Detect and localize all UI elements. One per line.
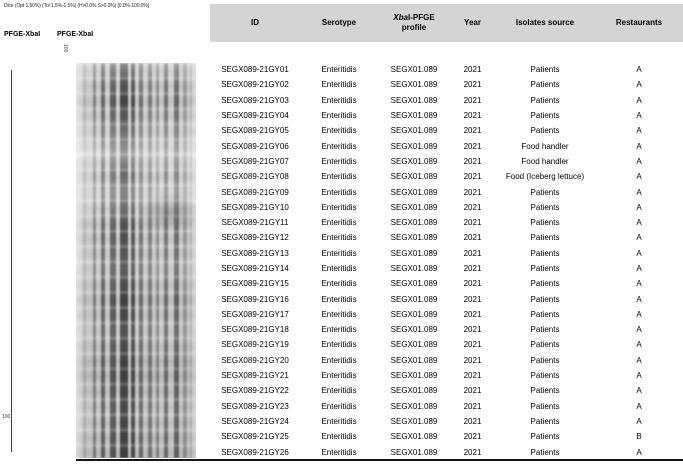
cell-profile: SEGX01.089 xyxy=(390,325,438,335)
cell-restaurants: A xyxy=(636,202,642,212)
cell-serotype: Enteritidis xyxy=(321,111,357,121)
cell-profile: SEGX01.089 xyxy=(390,432,438,442)
cell-restaurants: A xyxy=(636,279,642,289)
cluster-analysis-parameters: Dice (Opt 1.50%) (Tol 1.5%-1.5%) (H>0.0% S>0.0%) [0.0%-100.0%] xyxy=(4,3,149,9)
cell-serotype: Enteritidis xyxy=(321,416,357,426)
cell-source: Patients xyxy=(530,248,560,258)
table-row xyxy=(210,276,683,291)
cell-serotype: Enteritidis xyxy=(321,172,357,182)
cell-id: SEGX089-21GY07 xyxy=(221,156,289,166)
cell-profile: SEGX01.089 xyxy=(390,248,438,258)
cell-restaurants: A xyxy=(636,233,642,243)
cell-restaurants: A xyxy=(636,187,642,197)
cell-serotype: Enteritidis xyxy=(321,386,357,396)
table-row xyxy=(210,399,683,414)
table-row xyxy=(210,230,683,245)
header-label: Restaurants xyxy=(615,18,663,27)
table-row xyxy=(210,444,683,459)
cell-year: 2021 xyxy=(463,126,482,136)
cell-serotype: Enteritidis xyxy=(321,279,357,289)
cell-profile: SEGX01.089 xyxy=(390,279,438,289)
cell-restaurants: A xyxy=(636,325,642,335)
cell-source: Food handler xyxy=(521,141,569,151)
cell-serotype: Enteritidis xyxy=(321,264,357,273)
cell-id: SEGX089-21GY10 xyxy=(221,202,289,212)
cell-year: 2021 xyxy=(463,386,482,396)
cell-source: Patients xyxy=(530,447,560,457)
cell-restaurants: A xyxy=(636,371,642,381)
cell-restaurants: A xyxy=(636,309,642,319)
cell-profile: SEGX01.089 xyxy=(390,371,438,381)
cell-profile: SEGX01.089 xyxy=(390,80,438,90)
column-header-restaurants xyxy=(595,18,683,28)
table-row xyxy=(210,62,683,77)
table-body xyxy=(210,62,683,460)
cell-id: SEGX089-21GY24 xyxy=(221,416,289,426)
cell-year: 2021 xyxy=(463,309,482,319)
cell-id: SEGX089-21GY16 xyxy=(221,294,289,304)
cell-id: SEGX089-21GY06 xyxy=(221,141,289,151)
header-label-rest: I-PFGE xyxy=(408,13,435,22)
cell-restaurants: A xyxy=(636,355,642,365)
cell-serotype: Enteritidis xyxy=(321,401,357,411)
cell-id: SEGX089-21GY08 xyxy=(221,172,289,182)
cell-profile: SEGX01.089 xyxy=(390,65,438,75)
cell-restaurants: A xyxy=(636,340,642,350)
cell-restaurants: A xyxy=(636,248,642,258)
cell-serotype: Enteritidis xyxy=(321,141,357,151)
cell-source: Patients xyxy=(530,279,560,289)
cell-profile: SEGX01.089 xyxy=(390,233,438,243)
cell-source: Patients xyxy=(530,80,560,90)
cell-id: SEGX089-21GY15 xyxy=(221,279,289,289)
column-header-year xyxy=(450,18,495,28)
cell-restaurants: A xyxy=(636,172,642,182)
cell-profile: SEGX01.089 xyxy=(390,340,438,350)
table-row xyxy=(210,200,683,215)
cell-restaurants: A xyxy=(636,141,642,151)
cell-source: Patients xyxy=(530,218,560,228)
cell-profile: SEGX01.089 xyxy=(390,355,438,365)
cell-source: Patients xyxy=(530,187,560,197)
dendrogram-line xyxy=(11,70,12,452)
table-row xyxy=(210,77,683,92)
cell-profile: SEGX01.089 xyxy=(390,126,438,136)
gel-image xyxy=(76,63,196,458)
cell-profile: SEGX01.089 xyxy=(390,202,438,212)
cell-serotype: Enteritidis xyxy=(321,233,357,243)
table-row xyxy=(210,154,683,169)
cell-id: SEGX089-21GY22 xyxy=(221,386,289,396)
cell-year: 2021 xyxy=(463,233,482,243)
cell-id: SEGX089-21GY23 xyxy=(221,401,289,411)
header-label: Isolates source xyxy=(515,18,575,27)
cell-year: 2021 xyxy=(463,202,482,212)
cell-id: SEGX089-21GY02 xyxy=(221,80,289,90)
cell-serotype: Enteritidis xyxy=(321,447,357,457)
similarity-scale-top-label: 100 xyxy=(62,44,68,53)
table-row xyxy=(210,169,683,184)
cell-serotype: Enteritidis xyxy=(321,95,357,105)
gel-method-label: PFGE-XbaI xyxy=(57,31,94,38)
cell-serotype: Enteritidis xyxy=(321,187,357,197)
cell-id: SEGX089-21GY25 xyxy=(221,432,289,442)
cell-profile: SEGX01.089 xyxy=(390,187,438,197)
cell-serotype: Enteritidis xyxy=(321,340,357,350)
cell-source: Patients xyxy=(530,340,560,350)
header-label-line2: profile xyxy=(401,23,427,32)
cell-profile: SEGX01.089 xyxy=(390,156,438,166)
cell-profile: SEGX01.089 xyxy=(390,218,438,228)
cell-serotype: Enteritidis xyxy=(321,294,357,304)
cell-restaurants: A xyxy=(636,126,642,136)
cell-source: Food handler xyxy=(521,156,569,166)
cell-profile: SEGX01.089 xyxy=(390,447,438,457)
cell-year: 2021 xyxy=(463,264,482,273)
table-row xyxy=(210,123,683,138)
cell-profile: SEGX01.089 xyxy=(390,416,438,426)
cell-id: SEGX089-21GY04 xyxy=(221,111,289,121)
similarity-scale-bottom-label: 100 xyxy=(2,414,11,420)
cell-source: Patients xyxy=(530,355,560,365)
cell-serotype: Enteritidis xyxy=(321,156,357,166)
cell-id: SEGX089-21GY05 xyxy=(221,126,289,136)
cell-restaurants: A xyxy=(636,218,642,228)
table-row xyxy=(210,429,683,444)
table-row xyxy=(210,108,683,123)
column-header-id xyxy=(210,18,300,28)
cell-profile: SEGX01.089 xyxy=(390,111,438,121)
cell-year: 2021 xyxy=(463,447,482,457)
cell-source: Patients xyxy=(530,416,560,426)
table-row xyxy=(210,353,683,368)
cell-year: 2021 xyxy=(463,248,482,258)
table-row xyxy=(210,184,683,199)
cell-serotype: Enteritidis xyxy=(321,202,357,212)
cell-year: 2021 xyxy=(463,355,482,365)
cell-restaurants: A xyxy=(636,294,642,304)
cell-serotype: Enteritidis xyxy=(321,126,357,136)
cell-id: SEGX089-21GY01 xyxy=(221,65,289,75)
cell-id: SEGX089-21GY03 xyxy=(221,95,289,105)
table-row xyxy=(210,93,683,108)
cell-year: 2021 xyxy=(463,172,482,182)
cell-source: Patients xyxy=(530,65,560,75)
cell-year: 2021 xyxy=(463,340,482,350)
cell-profile: SEGX01.089 xyxy=(390,294,438,304)
cell-source: Patients xyxy=(530,95,560,105)
cell-serotype: Enteritidis xyxy=(321,371,357,381)
cell-source: Patients xyxy=(530,264,560,273)
cell-restaurants: A xyxy=(636,156,642,166)
cell-year: 2021 xyxy=(463,80,482,90)
cell-restaurants: A xyxy=(636,65,642,75)
cell-year: 2021 xyxy=(463,401,482,411)
cell-source: Patients xyxy=(530,111,560,121)
table-row xyxy=(210,307,683,322)
cell-profile: SEGX01.089 xyxy=(390,309,438,319)
header-label: Year xyxy=(464,18,481,27)
header-label: Serotype xyxy=(321,18,357,27)
cell-source: Patients xyxy=(530,202,560,212)
table-row xyxy=(210,414,683,429)
table-row xyxy=(210,291,683,306)
gel-shading xyxy=(76,63,196,458)
cell-serotype: Enteritidis xyxy=(321,432,357,442)
table-row xyxy=(210,138,683,153)
cell-restaurants: A xyxy=(636,447,642,457)
cell-profile: SEGX01.089 xyxy=(390,401,438,411)
cell-year: 2021 xyxy=(463,156,482,166)
cell-id: SEGX089-21GY19 xyxy=(221,340,289,350)
cell-source: Patients xyxy=(530,386,560,396)
table-row xyxy=(210,337,683,352)
cell-profile: SEGX01.089 xyxy=(390,141,438,151)
cell-year: 2021 xyxy=(463,371,482,381)
cell-id: SEGX089-21GY09 xyxy=(221,187,289,197)
cell-source: Patients xyxy=(530,371,560,381)
cell-restaurants: A xyxy=(636,386,642,396)
cell-profile: SEGX01.089 xyxy=(390,172,438,182)
cell-source: Patients xyxy=(530,401,560,411)
table-row xyxy=(210,383,683,398)
bottom-rule xyxy=(76,459,683,461)
cell-id: SEGX089-21GY20 xyxy=(221,355,289,365)
cell-source: Patients xyxy=(530,294,560,304)
cell-restaurants: A xyxy=(636,111,642,121)
cell-year: 2021 xyxy=(463,218,482,228)
table-row xyxy=(210,215,683,230)
cell-id: SEGX089-21GY21 xyxy=(221,371,289,381)
column-header-profile xyxy=(378,13,450,33)
cell-restaurants: A xyxy=(636,80,642,90)
table-row xyxy=(210,246,683,261)
dendrogram-method-label: PFGE-XbaI xyxy=(4,31,41,38)
cell-restaurants: A xyxy=(636,95,642,105)
enzyme-name-italic: Xba xyxy=(393,13,408,22)
cell-year: 2021 xyxy=(463,187,482,197)
cell-year: 2021 xyxy=(463,279,482,289)
cell-profile: SEGX01.089 xyxy=(390,386,438,396)
cell-source: Patients xyxy=(530,432,560,442)
cell-id: SEGX089-21GY14 xyxy=(221,264,289,273)
cell-source: Patients xyxy=(530,233,560,243)
table-header-row xyxy=(210,4,683,42)
cell-serotype: Enteritidis xyxy=(321,248,357,258)
table-row xyxy=(210,322,683,337)
cell-restaurants: A xyxy=(636,264,642,273)
isolates-table xyxy=(210,4,683,460)
cell-serotype: Enteritidis xyxy=(321,325,357,335)
cell-year: 2021 xyxy=(463,416,482,426)
cell-profile: SEGX01.089 xyxy=(390,264,438,273)
column-header-serotype xyxy=(300,18,378,28)
cell-restaurants: A xyxy=(636,401,642,411)
cell-year: 2021 xyxy=(463,294,482,304)
cell-serotype: Enteritidis xyxy=(321,309,357,319)
cell-id: SEGX089-21GY18 xyxy=(221,325,289,335)
cell-id: SEGX089-21GY12 xyxy=(221,233,289,243)
table-row xyxy=(210,261,683,276)
cell-id: SEGX089-21GY13 xyxy=(221,248,289,258)
cell-id: SEGX089-21GY11 xyxy=(221,218,289,228)
cell-source: Food (Iceberg lettuce) xyxy=(505,172,585,182)
cell-source: Patients xyxy=(530,325,560,335)
cell-year: 2021 xyxy=(463,111,482,121)
column-header-source xyxy=(495,18,595,28)
cell-year: 2021 xyxy=(463,95,482,105)
cell-year: 2021 xyxy=(463,325,482,335)
cell-year: 2021 xyxy=(463,432,482,442)
cell-serotype: Enteritidis xyxy=(321,218,357,228)
cell-restaurants: B xyxy=(636,432,642,442)
cell-serotype: Enteritidis xyxy=(321,65,357,75)
cell-id: SEGX089-21GY17 xyxy=(221,309,289,319)
table-row xyxy=(210,368,683,383)
cell-year: 2021 xyxy=(463,65,482,75)
cell-source: Patients xyxy=(530,126,560,136)
cell-profile: SEGX01.089 xyxy=(390,95,438,105)
cell-restaurants: A xyxy=(636,416,642,426)
cell-source: Patients xyxy=(530,309,560,319)
cell-year: 2021 xyxy=(463,141,482,151)
cell-id: SEGX089-21GY26 xyxy=(221,447,289,457)
header-label: ID xyxy=(251,18,259,27)
cell-serotype: Enteritidis xyxy=(321,80,357,90)
cell-serotype: Enteritidis xyxy=(321,355,357,365)
